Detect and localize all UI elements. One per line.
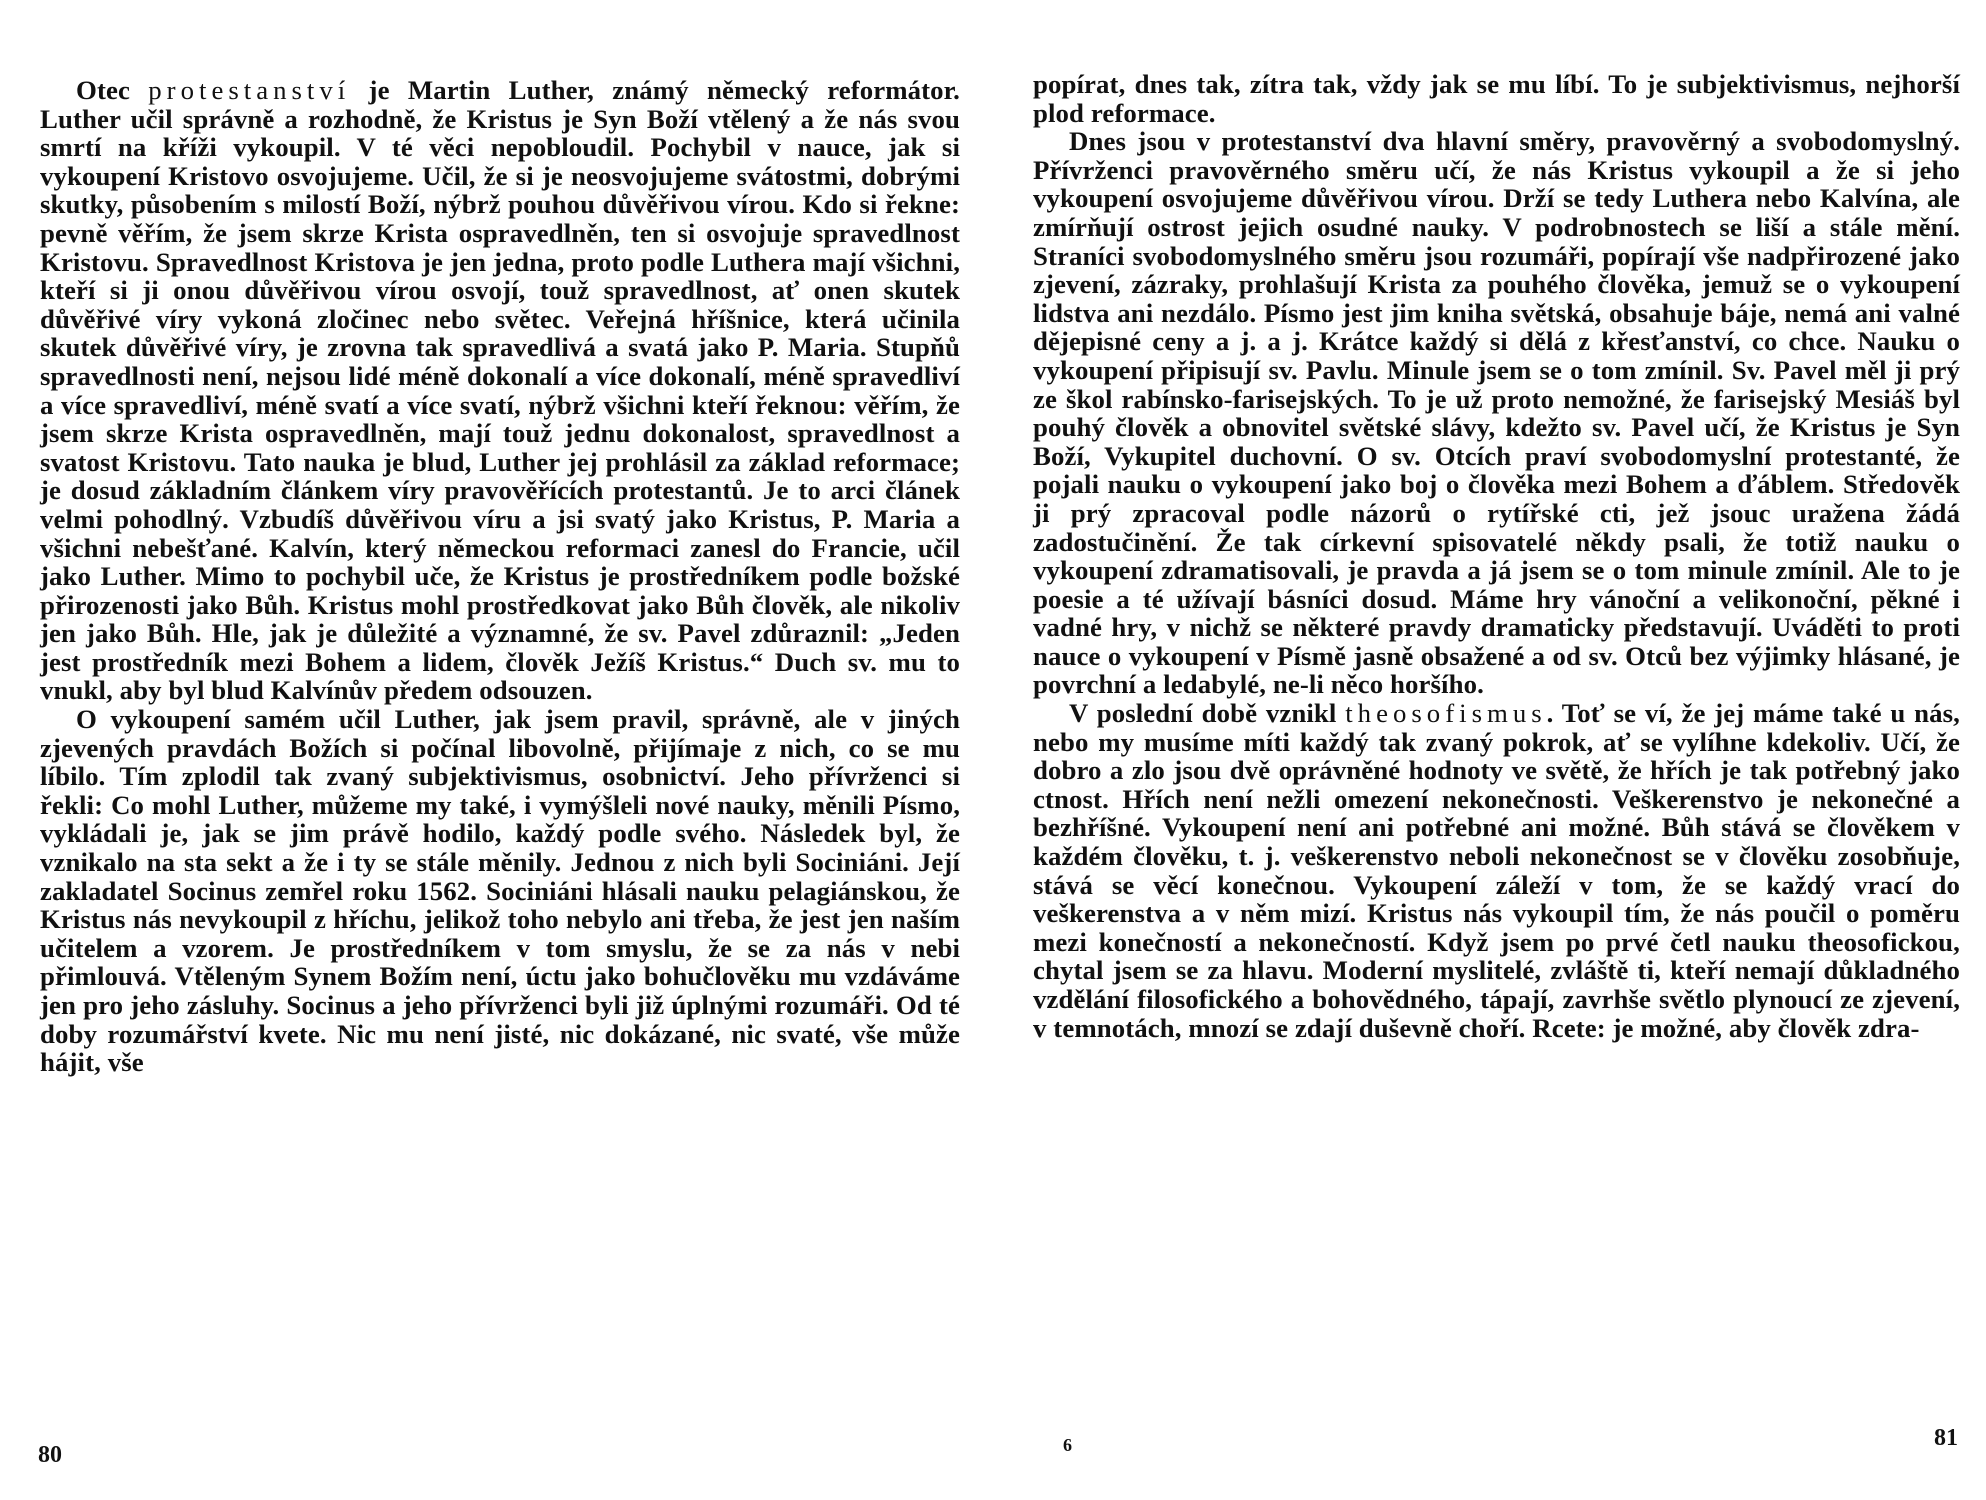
paragraph-lead: V poslední době vznikl (1069, 698, 1337, 729)
left-page-text (40, 76, 960, 1077)
paragraph: popírat, dnes tak, zítra tak, vždy jak se mu líbí. To je subjektivismus, nejhorší plod reformace. (1033, 69, 1960, 128)
right-page-text (1033, 70, 1960, 1042)
paragraph-lead: Otec (76, 75, 130, 105)
emphasized-term: theosofismus (1345, 698, 1547, 729)
paragraph (1033, 699, 1960, 1042)
paragraph: Dnes jsou v protestanství dva hlavní směry, pravověrný a svobodomyslný. Přívrženci pravověrného směru učí, že nás Kristus vykoupil a že si jeho vykoupení osvojujeme důvěřivou vírou. Drží se tedy Luthera nebo Kalvína, ale zmírňují ostrost jejich osudné nauky. V podrobnostech se liší a stále mění. Straníci svobodomyslného směru jsou rozumáři, popírají vše nadpřirozené jako zjevení, zázraky, prohlašují Krista za pouhého člověka, jemuž se o vykoupení lidstva ani nezdálo. Písmo jest jim kniha světská, obsahuje báje, nemá ani valné dějepisné ceny a j. a j. Krátce každý si dělá z křesťanství, co chce. Nauku o vykoupení připisují sv. Pavlu. Minule jsem se o tom zmínil. Sv. Pavel měl ji prý ze škol rabínsko-farisejských. To je už proto nemožné, že farisejský Mesiáš byl pouhý člověk a obnovitel světské slávy, kdežto sv. Pavel učí, že Kristus je Syn Boží, Vykupitel duchovní. O sv. Otcích praví svobodomyslní protestanté, že pojali nauku o vykoupení jako boj o člověka mezi Bohem a ďáblem. Středověk ji prý zpracoval podle názorů o rytířské cti, jež jsouc uražena žádá zadostučinění. Že tak církevní spisovatelé někdy psali, že totiž nauku o vykoupení zdramatisovali, je pravda a já jsem se o tom minule zmínil. Ale to je poesie a té užívají básníci dosud. Máme hry vánoční a velikonoční, pěkné i vadné hry, v nichž se některé pravdy dramaticky představují. Uváděti to proti nauce o vykoupení v Písmě jasně obsažené a od sv. Otců bez výjimky hlásané, je povrchní a ledabylé, ne-li něco horšího. (1033, 126, 1960, 700)
page-number: 81 (1934, 1425, 1958, 1451)
paragraph (40, 76, 960, 705)
emphasized-term: protestanství (148, 75, 351, 105)
paragraph: O vykoupení samém učil Luther, jak jsem pravil, správně, ale v jiných zjevených pravdách Božích si počínal libovolně, přijímaje z nich, co se mu líbilo. Tím zplodil tak zvaný subjektivismus, osobnictví. Jeho přívrženci si řekli: Co mohl Luther, můžeme my také, i vymýšleli nové nauky, měnili Písmo, vykládali je, jak se jim právě hodilo, každý podle svého. Následek byl, že vznikalo na sta sekt a že i ty se stále měnily. Jednou z nich byli Sociniáni. Její zakladatel Socinus zemřel roku 1562. Sociniáni hlásali nauku pelagiánskou, že Kristus nás nevykoupil z hříchu, jelikož toho nebylo ani třeba, že jest jen naším učitelem a vzorem. Je prostředníkem v tom smyslu, že se za nás v nebi přimlouvá. Vtěleným Synem Božím není, úctu jako bohučlověku mu vzdáváme jen pro jeho zásluhy. Socinus a jeho přívrženci byli již úplnými rozumáři. Od té doby rozumářství kvete. Nic mu není jisté, nic dokázané, nic svaté, vše může hájit, vše (40, 704, 960, 1078)
paragraph-text: . Toť se ví, že jej máme také u nás, nebo my musíme míti každý tak zvaný pokrok, ať se vylíhne kdekoliv. Učí, že dobro a zlo jsou dvě oprávněné hodnoty ve světě, že hřích je tak potřebný jako ctnost. Hřích není nežli omezení nekonečnosti. Veškerenstvo je nekonečné a bezhříšné. Vykoupení není ani potřebné ani možné. Bůh stává se člověkem v každém člověku, t. j. veškerenstvo neboli nekonečnost se v člověku zosobňuje, stává se věcí konečnou. Vykoupení záleží v tom, že se každý vrací do veškerenstva a v něm mizí. Kristus nás vykoupil tím, že nás poučil o poměru mezi konečností a nekonečností. Když jsem po prvé četl nauku theosofickou, chytal jsem se za hlavu. Moderní myslitelé, zvláště ti, kteří nemají důkladného vzdělání filosofického a bohovědného, tápají, zavrhše světlo plynoucí ze zjevení, v temnotách, mnozí se zdají duševně choří. Rcete: je možné, aby člověk zdra- (1033, 698, 1960, 1043)
right-page (993, 0, 1986, 1500)
page-number: 80 (38, 1442, 62, 1468)
signature-mark: 6 (1063, 1435, 1072, 1455)
paragraph-text: je Martin Luther, známý německý reformátor. Luther učil správně a rozhodně, že Kristus je Syn Boží vtělený a že nás svou smrtí na kříži vykoupil. V té věci nepobloudil. Pochybil v nauce, jak si vykoupení Kristovo osvojujeme. Učil, že si je neosvojujeme svátostmi, dobrými skutky, působením s milostí Boží, nýbrž pouhou důvěřivou vírou. Kdo si řekne: pevně věřím, že jsem skrze Krista ospravedlněn, ten si osvojuje spravedlnost Kristovu. Spravedlnost Kristova je jen jedna, proto podle Luthera mají všichni, kteří si ji onou důvěřivou vírou osvojí, touž spravedlnost, ať onen skutek důvěřivé víry vykoná zločinec nebo světec. Veřejná hříšnice, která učinila skutek důvěřivé víry, je zrovna tak spravedlivá a svatá jako P. Maria. Stupňů spravedlnosti není, nejsou lidé méně dokonalí a více dokonalí, méně spravedliví a více spravedliví, méně svatí a více svatí, nýbrž všichni kteří řeknou: věřím, že jsem skrze Krista ospravedlněn, mají touž jednu dokonalost, spravedlnost a svatost Kristovu. Tato nauka je blud, Luther jej prohlásil za základ reformace; je dosud základním článkem víry pravověřících protestantů. Je to arci článek velmi pohodlný. Vzbudíš důvěřivou víru a jsi svatý jako Kristus, P. Maria a všichni nebešťané. Kalvín, který německou reformaci zanesl do Francie, učil jako Luther. Mimo to pochybil uče, že Kristus je prostředníkem podle božské přirozenosti jako Bůh. Kristus mohl prostředkovat jako Bůh člověk, ale nikoliv jen jako Bůh. Hle, jak je důležité a významné, že sv. Pavel zdůraznil: „Jeden jest prostředník mezi Bohem a lidem, člověk Ježíš Kristus.“ Duch sv. mu to vnukl, aby byl blud Kalvínův předem odsouzen. (40, 75, 960, 706)
